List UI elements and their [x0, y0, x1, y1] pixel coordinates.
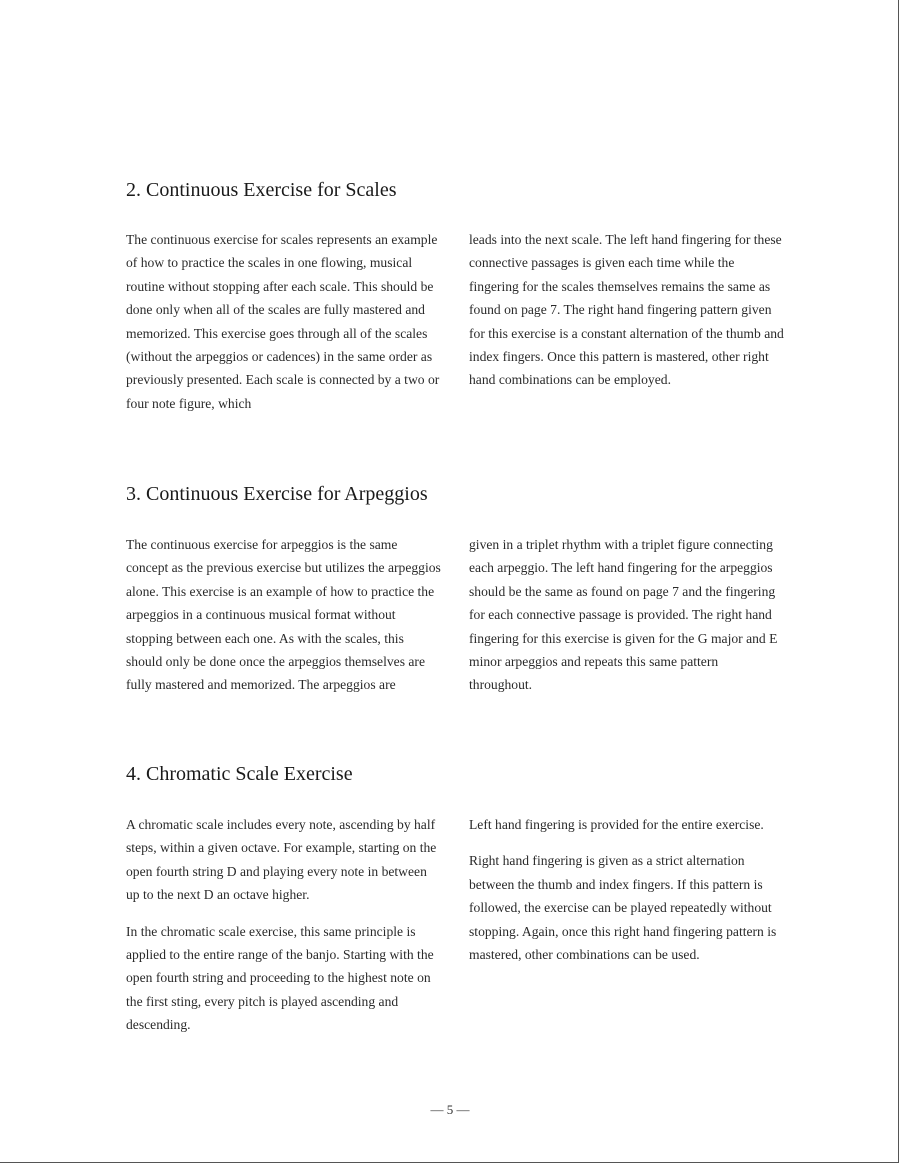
section-heading-arpeggios: 3. Continuous Exercise for Arpeggios	[126, 483, 428, 505]
paragraph: Right hand fingering is given as a strict alternation between the thumb and index fingers. If this pattern is followed, the exercise can be played repeatedly without stopping. Again, once this right hand fingering pattern is mastered, other combinations can be used.	[469, 853, 777, 963]
page-number: — 5 —	[430, 1102, 470, 1117]
paragraph: leads into the next scale. The left hand fingering for these connective passages is given each time while the fingering for the scales themselves remains the same as found on page 7. The right hand fingering pattern given for this exercise is a constant alternation of the thumb and index fingers. Once this pattern is mastered, other right hand combinations can be employed.	[469, 232, 784, 388]
section-chromatic-right-column	[469, 813, 784, 966]
section-heading-scales: 2. Continuous Exercise for Scales	[126, 179, 397, 201]
section-arpeggios-right-column	[469, 533, 784, 697]
paragraph: In the chromatic scale exercise, this same principle is applied to the entire range of the banjo. Starting with the open fourth string and proceeding to the highest note on the first sting, every pitch is played ascending and descending.	[126, 923, 434, 1033]
section-chromatic-left-column	[126, 813, 441, 1037]
paragraph: The continuous exercise for arpeggios is the same concept as the previous exercise but utilizes the arpeggios alone. This exercise is an example of how to practice the arpeggios in a continuous musical format without stopping between each one. As with the scales, this should only be done once the arpeggios themselves are fully mastered and memorized. The arpeggios are	[126, 537, 441, 693]
paragraph: Left hand fingering is provided for the entire exercise.	[469, 817, 764, 832]
paragraph: The continuous exercise for scales represents an example of how to practice the scales in one flowing, musical routine without stopping after each scale. This should be done only when all of the scales are fully mastered and memorized. This exercise goes through all of the scales (without the arpeggios or cadences) in the same order as previously presented. Each scale is connected by a two or four note figure, which	[126, 232, 440, 411]
section-scales-left-column	[126, 228, 441, 415]
section-arpeggios-left-column	[126, 533, 441, 697]
paragraph: A chromatic scale includes every note, ascending by half steps, within a given octave. For example, starting on the open fourth string D and playing every note in between up to the next D an octave higher.	[126, 817, 437, 903]
paragraph: given in a triplet rhythm with a triplet figure connecting each arpeggio. The left hand fingering for the arpeggios should be the same as found on page 7 and the fingering for each connective passage is provided. The right hand fingering for this exercise is given for the G major and E minor arpeggios and repeats this same pattern throughout.	[469, 537, 778, 693]
section-heading-chromatic: 4. Chromatic Scale Exercise	[126, 763, 353, 785]
section-scales-right-column	[469, 228, 784, 392]
